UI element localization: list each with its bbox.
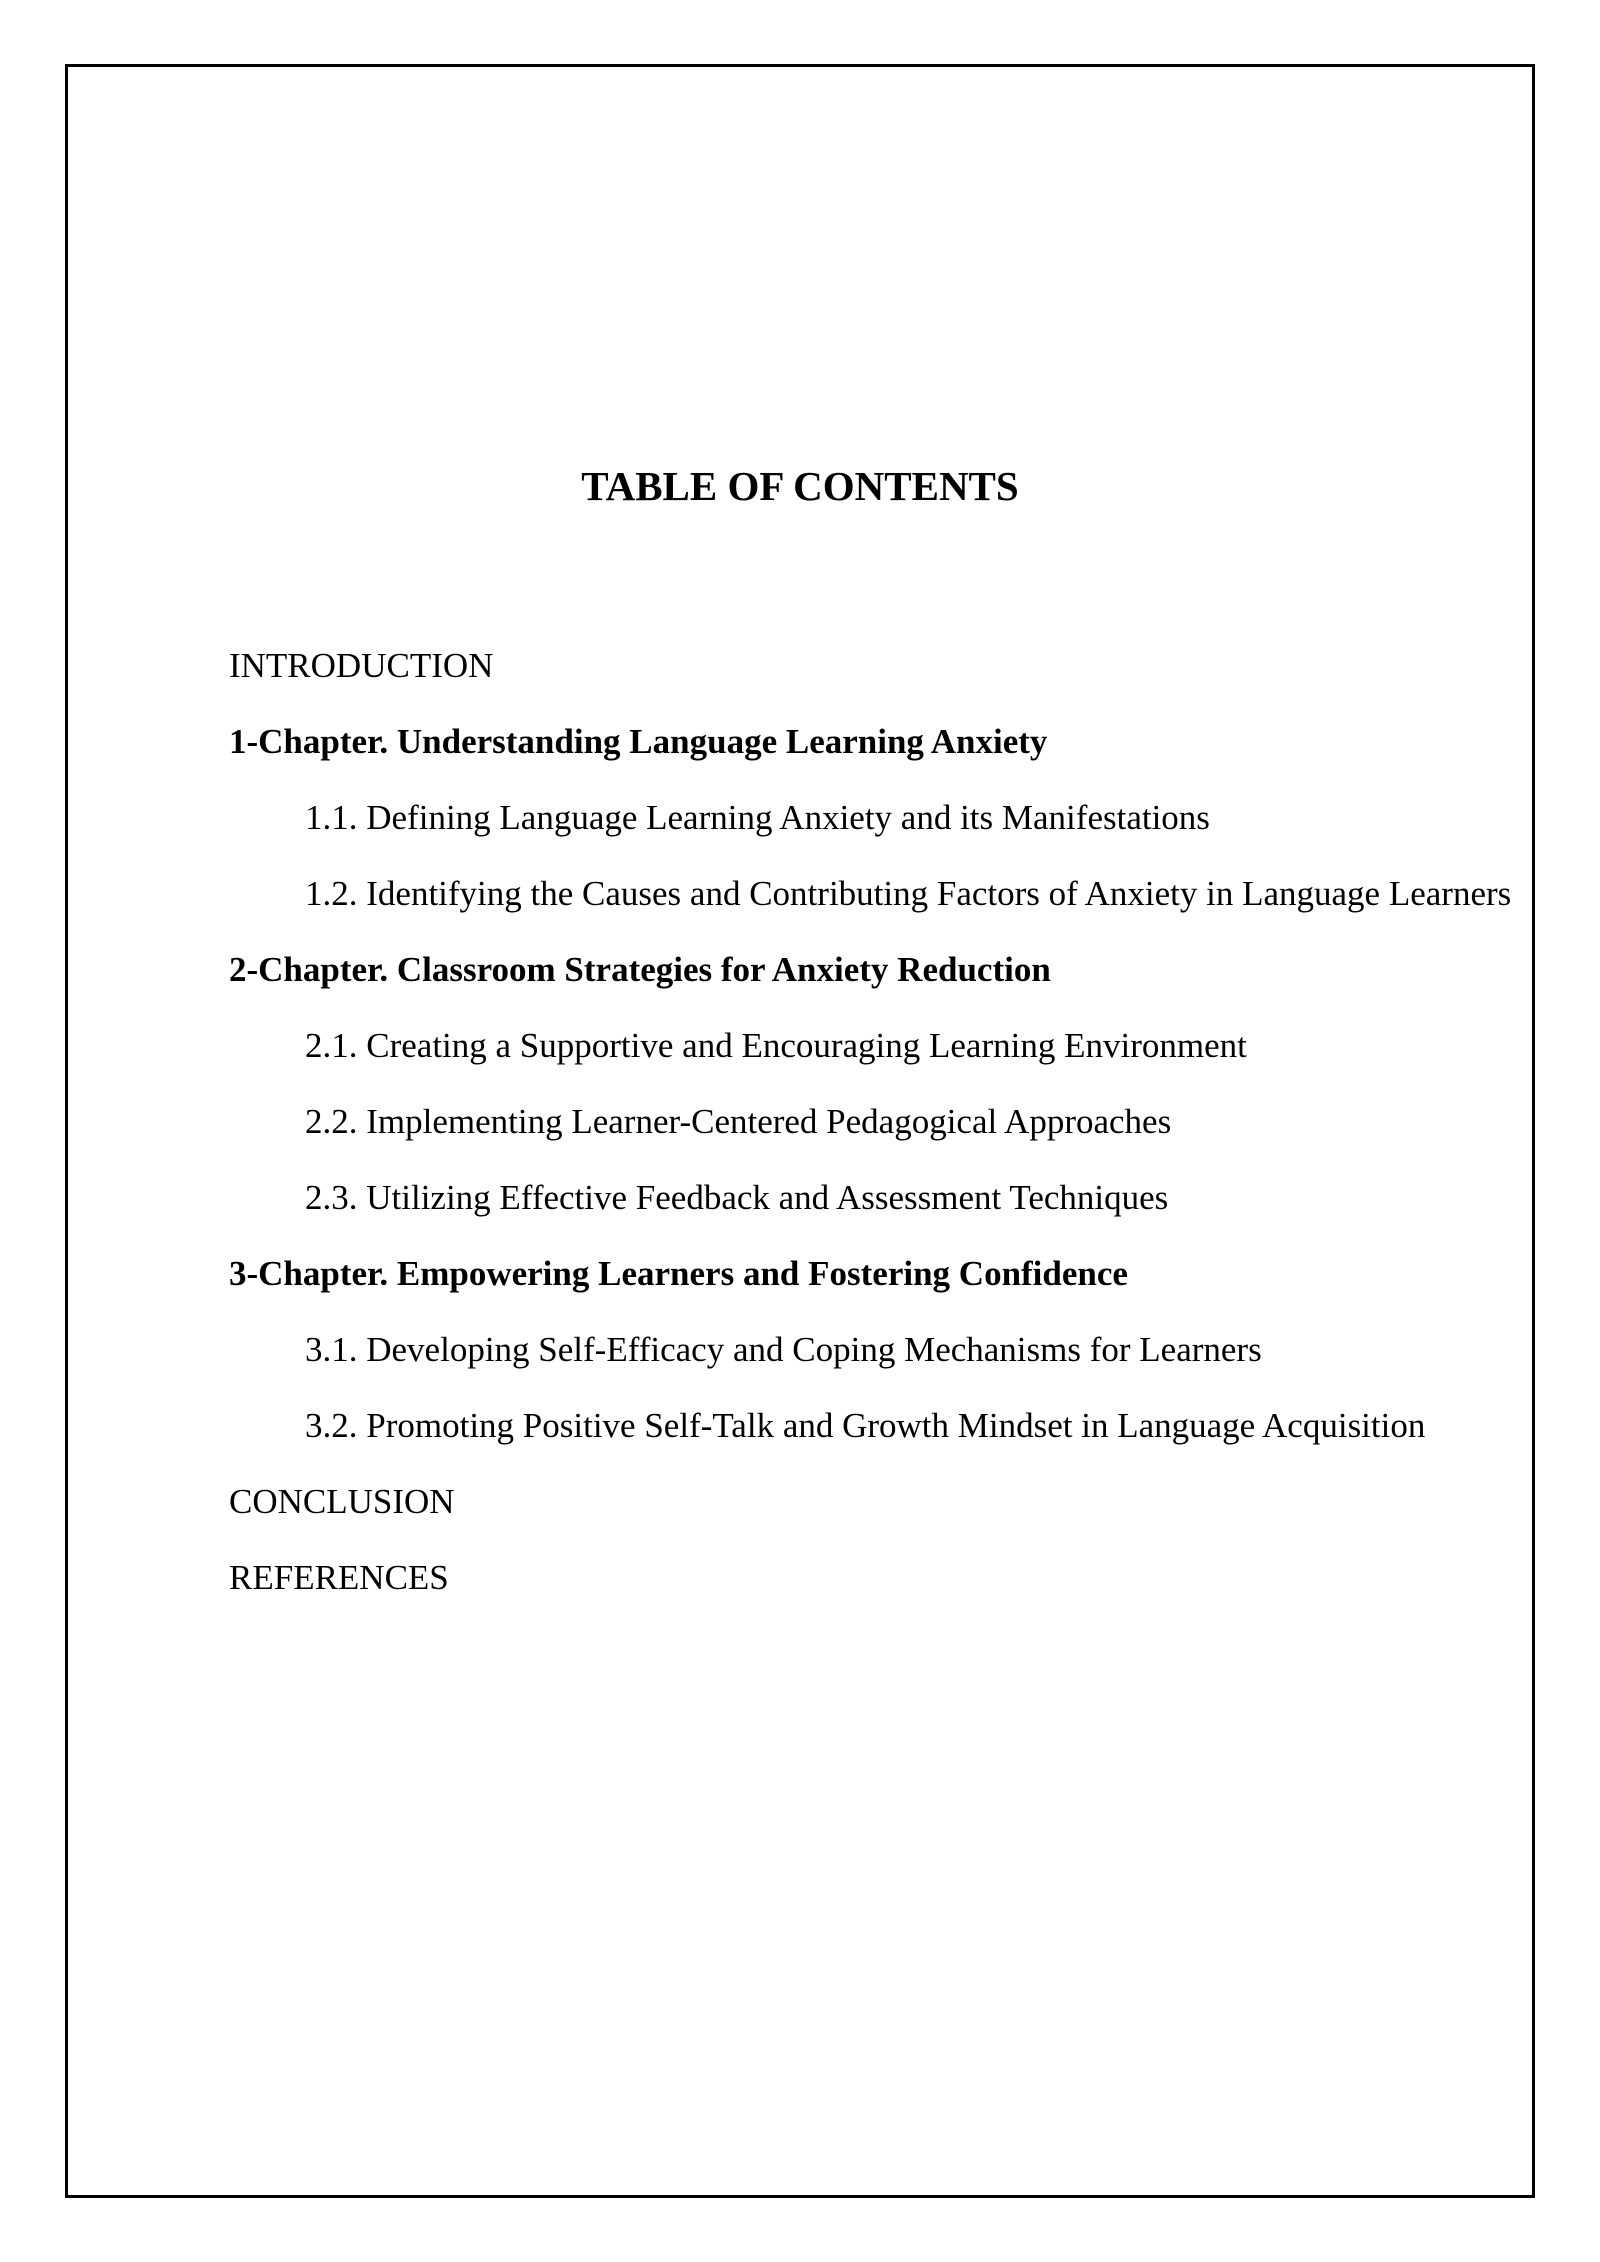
toc-section-1-1: 1.1. Defining Language Learning Anxiety and its Manifestations (305, 798, 1210, 837)
toc-chapter-3: 3-Chapter. Empowering Learners and Fostering Confidence (229, 1254, 1128, 1293)
toc-chapter-1: 1-Chapter. Understanding Language Learning Anxiety (229, 722, 1048, 761)
toc-entry-conclusion: CONCLUSION (229, 1482, 455, 1521)
toc-section-3-1: 3.1. Developing Self-Efficacy and Coping Mechanisms for Learners (305, 1330, 1262, 1369)
toc-section-3-2: 3.2. Promoting Positive Self-Talk and Growth Mindset in Language Acquisition (305, 1406, 1426, 1445)
toc-section-2-3: 2.3. Utilizing Effective Feedback and Assessment Techniques (305, 1178, 1169, 1217)
toc-entry-introduction: INTRODUCTION (229, 646, 494, 685)
toc-chapter-2: 2-Chapter. Classroom Strategies for Anxiety Reduction (229, 950, 1051, 989)
toc-list (229, 634, 1529, 1622)
toc-entry-references: REFERENCES (229, 1558, 449, 1597)
toc-section-2-1: 2.1. Creating a Supportive and Encouraging Learning Environment (305, 1026, 1247, 1065)
toc-section-1-2: 1.2. Identifying the Causes and Contributing Factors of Anxiety in Language Learners (305, 874, 1512, 913)
page-title: TABLE OF CONTENTS (581, 463, 1019, 509)
toc-section-2-2: 2.2. Implementing Learner-Centered Pedagogical Approaches (305, 1102, 1172, 1141)
